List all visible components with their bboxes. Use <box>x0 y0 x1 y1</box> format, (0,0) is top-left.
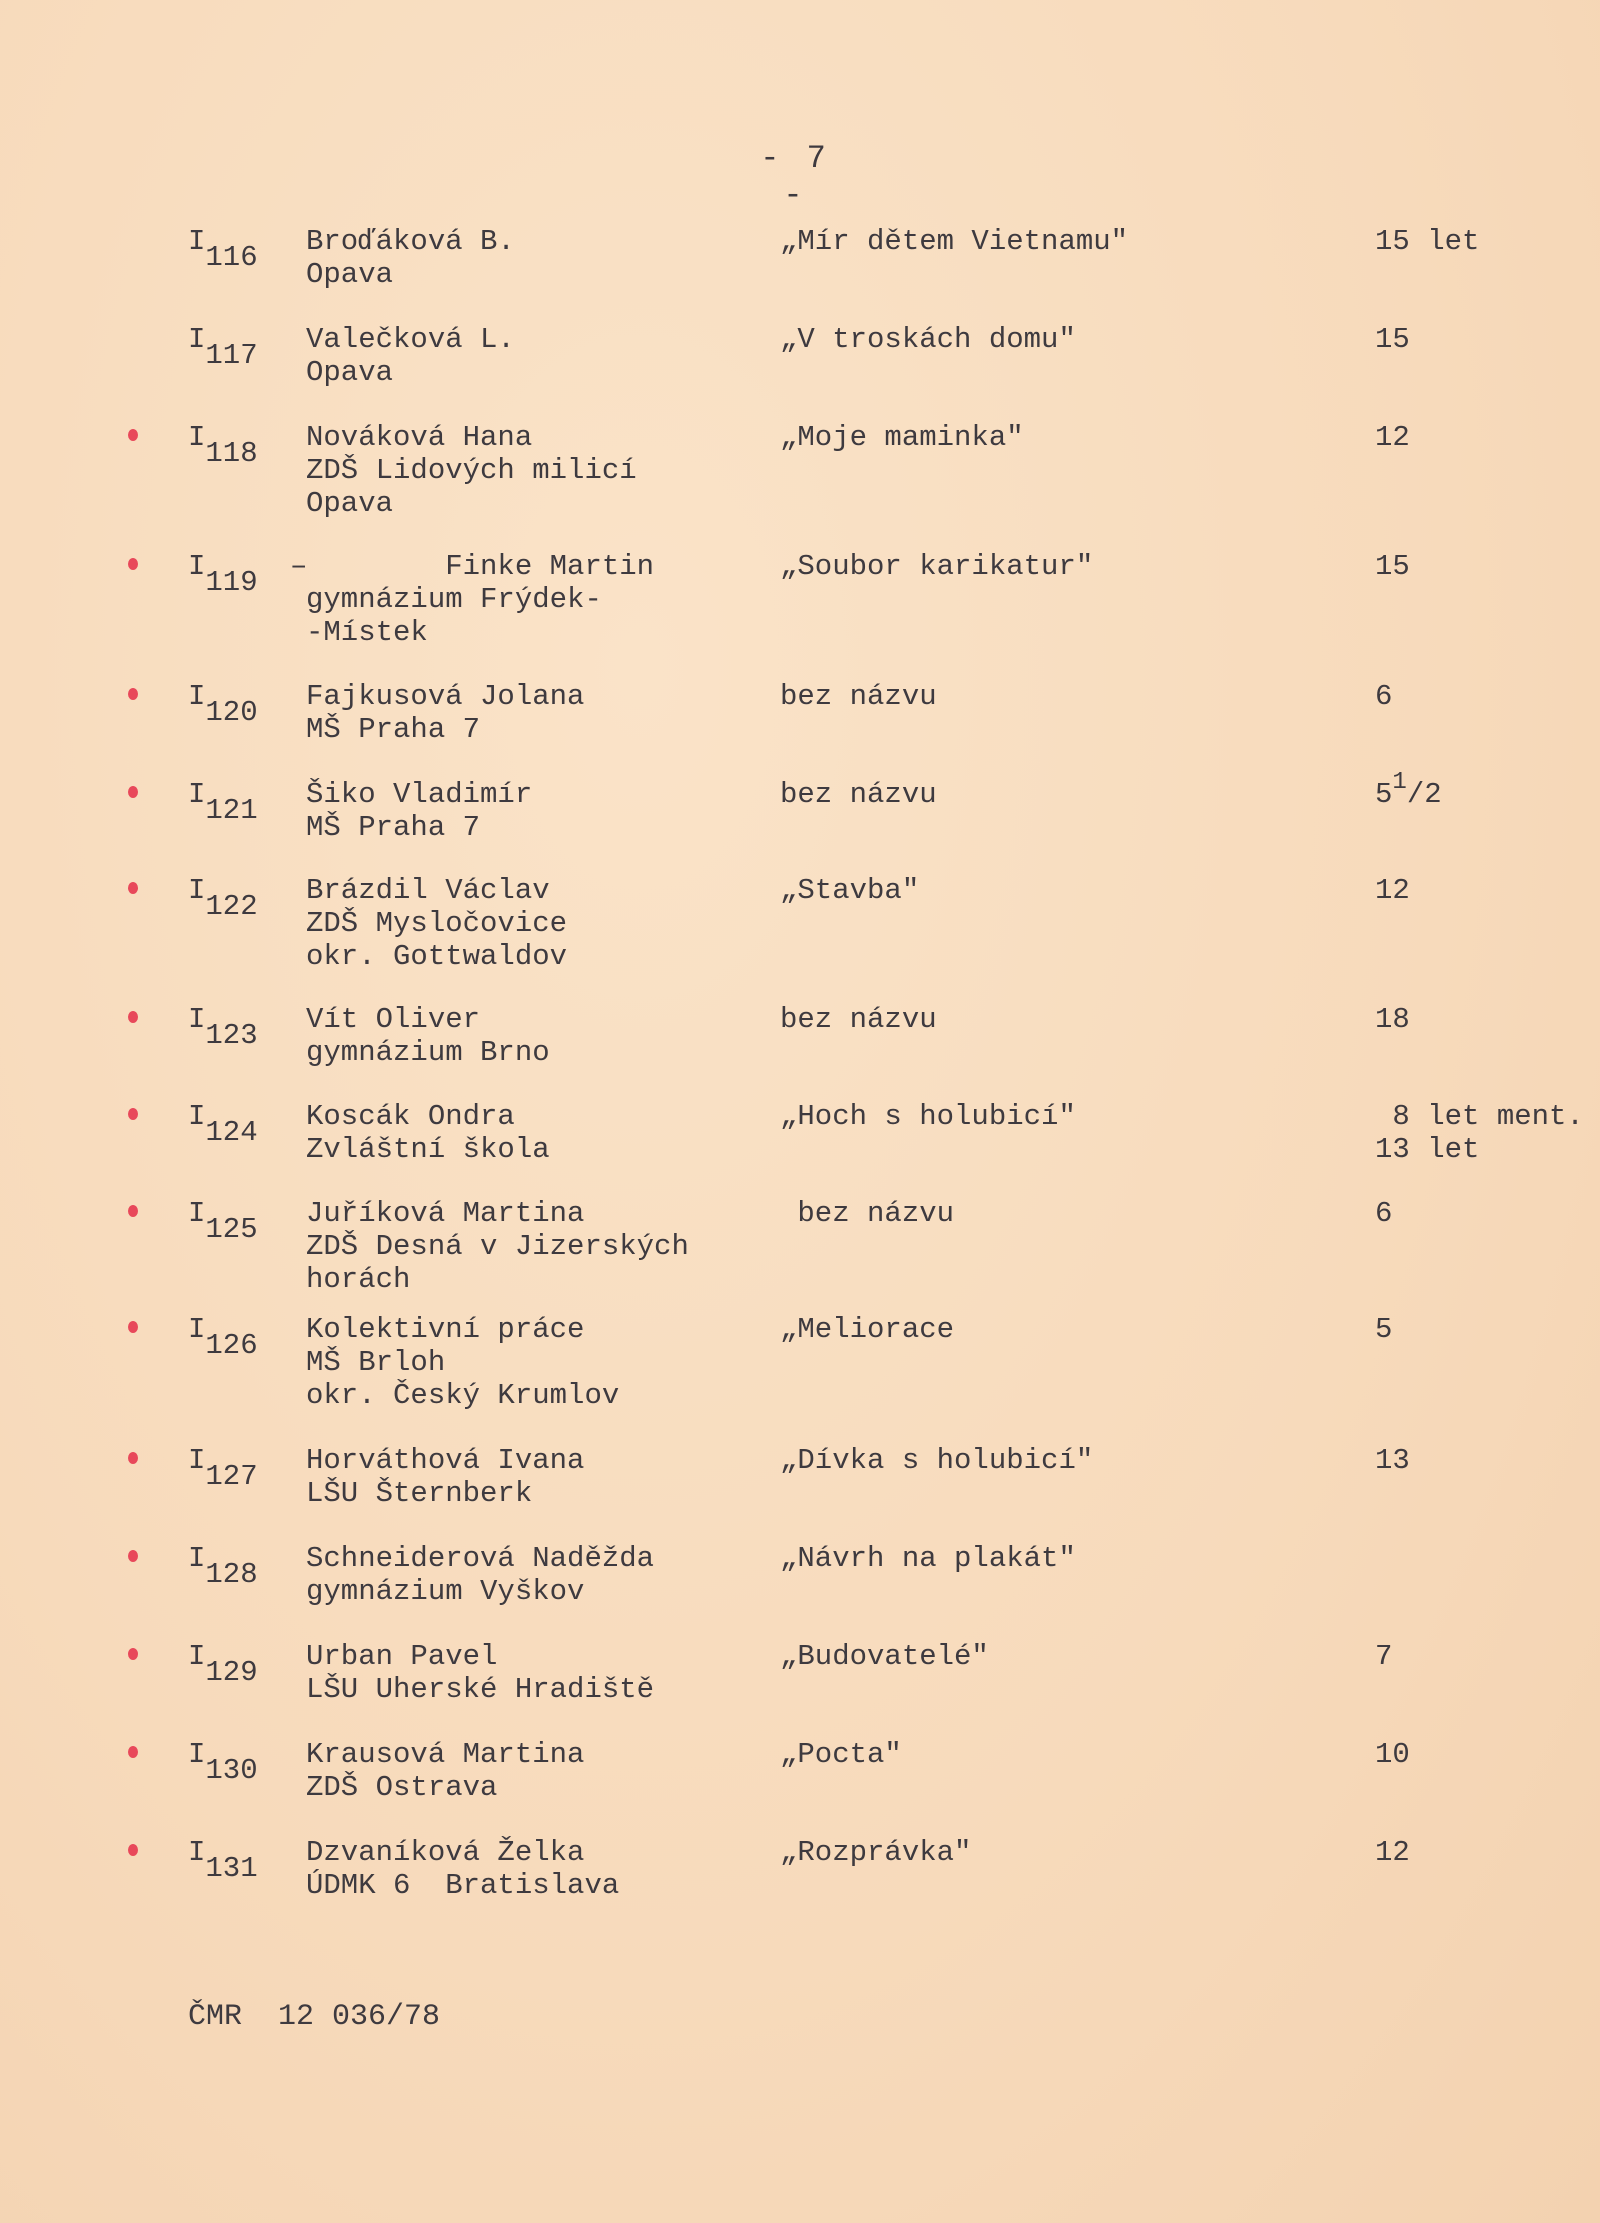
entry-author <box>306 323 515 389</box>
entry-age <box>1375 1738 1410 1771</box>
red-marker-dot <box>128 1205 138 1217</box>
entry-code <box>188 421 258 470</box>
entry-age <box>1375 1197 1392 1230</box>
entry-code <box>188 1836 258 1885</box>
entry-code <box>188 225 258 274</box>
entry-code-prefix: I <box>188 1640 206 1673</box>
entry-age <box>1375 1444 1410 1477</box>
entry-age-whole: 5 <box>1375 778 1393 811</box>
entry-author-line: gymnázium Brno <box>306 1036 550 1069</box>
entry-code <box>188 323 258 372</box>
entry-code <box>188 1197 258 1246</box>
entry-code <box>188 550 258 599</box>
entry-age <box>1375 1313 1392 1346</box>
entry-title: bez názvu <box>780 778 937 811</box>
entry-author-line: MŠ Brloh <box>306 1346 446 1379</box>
entry-code-prefix: I <box>188 874 206 907</box>
entry-code-prefix: I <box>188 1313 206 1346</box>
red-marker-dot <box>128 429 138 441</box>
entry-title: „Meliorace <box>780 1313 955 1346</box>
entry-code-prefix: I <box>188 680 206 713</box>
entry-author-line: Koscák Ondra <box>306 1100 515 1133</box>
entry-code <box>188 1542 258 1591</box>
entry-code-prefix: I <box>188 323 206 356</box>
entry-author-line: Valečková L. <box>306 323 515 356</box>
entry-code <box>188 1738 258 1787</box>
entry-author <box>306 1836 619 1902</box>
entry-code-prefix: I <box>188 1100 206 1133</box>
entry-age <box>1375 323 1410 356</box>
entry-age-line: 12 <box>1375 874 1410 907</box>
entry-author-line: ZDŠ Desná v Jizerských <box>306 1230 689 1263</box>
entry-author-line: MŠ Praha 7 <box>306 811 481 844</box>
entry-title: „Rozprávka" <box>780 1836 972 1869</box>
entry-author-line: Krausová Martina <box>306 1738 585 1771</box>
entry-title: „Dívka s holubicí" <box>780 1444 1094 1477</box>
entry-title: „Stavba" <box>780 874 920 907</box>
entry-code-prefix: I <box>188 1003 206 1036</box>
entry-age-line: 8 let ment. <box>1375 1100 1584 1133</box>
entry-title: „Soubor karikatur" <box>780 550 1094 583</box>
entry-age <box>1375 1003 1410 1036</box>
entry-code <box>188 1444 258 1493</box>
red-marker-dot <box>128 1844 138 1856</box>
entry-code-number: 120 <box>205 696 258 729</box>
entry-age <box>1375 1640 1392 1673</box>
entry-author-line: Šiko Vladimír <box>306 778 533 811</box>
entry-code-number: 127 <box>205 1460 258 1493</box>
entry-title: „Pocta" <box>780 1738 902 1771</box>
entry-author-line: LŠU Uherské Hradiště <box>306 1673 655 1706</box>
entry-dash: – <box>290 550 308 583</box>
entry-code <box>188 874 258 923</box>
red-marker-dot <box>128 882 138 894</box>
red-marker-dot <box>128 1108 138 1120</box>
red-marker-dot <box>128 1550 138 1562</box>
entry-title: bez názvu <box>780 1003 937 1036</box>
entry-age-line: 15 <box>1375 323 1410 356</box>
entry-code-number: 118 <box>205 437 258 470</box>
entry-title: „Návrh na plakát" <box>780 1542 1076 1575</box>
red-marker-dot <box>128 1746 138 1758</box>
entry-author-line: -Místek <box>306 616 428 649</box>
entry-age <box>1375 1100 1584 1166</box>
entry-code-number: 128 <box>205 1558 258 1591</box>
entry-code-prefix: I <box>188 1738 206 1771</box>
entry-age-line: 10 <box>1375 1738 1410 1771</box>
entry-author-line: ZDŠ Lidových milicí <box>306 454 637 487</box>
red-marker-dot <box>128 1648 138 1660</box>
entry-title: bez názvu <box>780 1197 955 1230</box>
red-marker-dot <box>128 688 138 700</box>
entry-code-number: 122 <box>205 890 258 923</box>
entry-code-number: 130 <box>205 1754 258 1787</box>
entry-code <box>188 680 258 729</box>
entry-code-prefix: I <box>188 225 206 258</box>
entry-author-line: MŠ Praha 7 <box>306 713 481 746</box>
entry-author-line: ZDŠ Mysločovice <box>306 907 568 940</box>
entry-author-line: Urban Pavel <box>306 1640 498 1673</box>
red-marker-dot <box>128 1321 138 1333</box>
entry-code-number: 131 <box>205 1852 258 1885</box>
entry-age <box>1375 680 1392 713</box>
entry-author <box>306 1738 584 1804</box>
entry-age-line: 6 <box>1375 680 1393 713</box>
entry-author <box>306 1003 550 1069</box>
entry-age-line: 15 let <box>1375 225 1480 258</box>
red-marker-dot <box>128 1452 138 1464</box>
document-reference: ČMR 12 036/78 <box>188 2000 441 2034</box>
entry-code-number: 126 <box>205 1329 258 1362</box>
entry-author <box>306 421 637 520</box>
entry-author <box>306 1640 654 1706</box>
entry-code-number: 119 <box>205 566 258 599</box>
entry-age <box>1375 421 1410 454</box>
entry-title: „Hoch s holubicí" <box>780 1100 1076 1133</box>
entry-author-line: Broďáková B. <box>306 225 515 258</box>
entry-author-line: Nováková Hana <box>306 421 533 454</box>
entry-author-line: Brázdil Václav <box>306 874 550 907</box>
entry-title: „Mír dětem Vietnamu" <box>780 225 1129 258</box>
entry-author-line: Opava <box>306 356 394 389</box>
entry-author <box>306 1313 619 1412</box>
entry-code <box>188 1313 258 1362</box>
entry-author-line: Zvláštní škola <box>306 1133 550 1166</box>
entry-author-line: ZDŠ Ostrava <box>306 1771 498 1804</box>
entry-author <box>306 1197 689 1296</box>
entry-code <box>188 778 258 827</box>
entry-author <box>306 778 532 844</box>
entry-code-prefix: I <box>188 778 206 811</box>
entry-age <box>1375 225 1479 258</box>
entry-code-prefix: I <box>188 550 206 583</box>
entry-title: „Budovatelé" <box>780 1640 989 1673</box>
entry-age-line: 18 <box>1375 1003 1410 1036</box>
entry-author-line: horách <box>306 1263 411 1296</box>
entry-age-line: 13 <box>1375 1444 1410 1477</box>
entry-author-line: Finke Martin <box>306 550 655 583</box>
entry-author-line: Opava <box>306 487 394 520</box>
entry-age-line: 15 <box>1375 550 1410 583</box>
entry-author <box>306 225 515 291</box>
entry-author <box>306 1444 584 1510</box>
entry-code <box>188 1100 258 1149</box>
entry-author <box>306 874 567 973</box>
entry-author-line: okr. Gottwaldov <box>306 940 568 973</box>
entry-code-number: 121 <box>205 794 258 827</box>
entry-title: „V troskách domu" <box>780 323 1076 356</box>
entry-author-line: Kolektivní práce <box>306 1313 585 1346</box>
entry-author-line: gymnázium Vyškov <box>306 1575 585 1608</box>
entry-age-numerator: 1 <box>1392 769 1407 796</box>
entry-code-number: 124 <box>205 1116 258 1149</box>
red-marker-dot <box>128 558 138 570</box>
red-marker-dot <box>128 786 138 798</box>
entry-author-line: Schneiderová Naděžda <box>306 1542 655 1575</box>
entry-author-line: Dzvaníková Želka <box>306 1836 585 1869</box>
entry-code <box>188 1640 258 1689</box>
entry-author <box>306 550 654 649</box>
entry-age-line: 12 <box>1375 1836 1410 1869</box>
entry-code-prefix: I <box>188 1197 206 1230</box>
entry-code-prefix: I <box>188 1444 206 1477</box>
entry-author <box>306 1100 550 1166</box>
entry-code-number: 116 <box>205 241 258 274</box>
entry-age-line: 6 <box>1375 1197 1393 1230</box>
entry-age <box>1375 550 1410 583</box>
entry-code <box>188 1003 258 1052</box>
entry-age-line: 12 <box>1375 421 1410 454</box>
entry-author-line: Opava <box>306 258 394 291</box>
entry-age <box>1375 874 1410 907</box>
entry-code-number: 117 <box>205 339 258 372</box>
entry-age-line: 13 let <box>1375 1133 1480 1166</box>
entry-author-line: Horváthová Ivana <box>306 1444 585 1477</box>
entry-author-line: ÚDMK 6 Bratislava <box>306 1869 620 1902</box>
entry-title: bez názvu <box>780 680 937 713</box>
red-marker-dot <box>128 1011 138 1023</box>
entry-author-line: Vít Oliver <box>306 1003 481 1036</box>
entry-age <box>1375 769 1442 813</box>
entry-age <box>1375 1836 1410 1869</box>
entry-age-line: 7 <box>1375 1640 1393 1673</box>
entry-code-number: 129 <box>205 1656 258 1689</box>
entry-code-number: 123 <box>205 1019 258 1052</box>
entry-code-prefix: I <box>188 421 206 454</box>
entry-author-line: okr. Český Krumlov <box>306 1379 620 1412</box>
entry-author <box>306 680 584 746</box>
entry-author <box>306 1542 654 1608</box>
entry-code-prefix: I <box>188 1836 206 1869</box>
entry-author-line: Fajkusová Jolana <box>306 680 585 713</box>
entry-age-denominator: /2 <box>1406 778 1442 811</box>
entry-age-line: 5 <box>1375 1313 1393 1346</box>
page-number: - 7 - <box>760 140 830 214</box>
entry-code-number: 125 <box>205 1213 258 1246</box>
entry-author-line: gymnázium Frýdek- <box>306 583 602 616</box>
entry-title: „Moje maminka" <box>780 421 1024 454</box>
entry-author-line: Juříková Martina <box>306 1197 585 1230</box>
entry-author-line: LŠU Šternberk <box>306 1477 533 1510</box>
entry-code-prefix: I <box>188 1542 206 1575</box>
